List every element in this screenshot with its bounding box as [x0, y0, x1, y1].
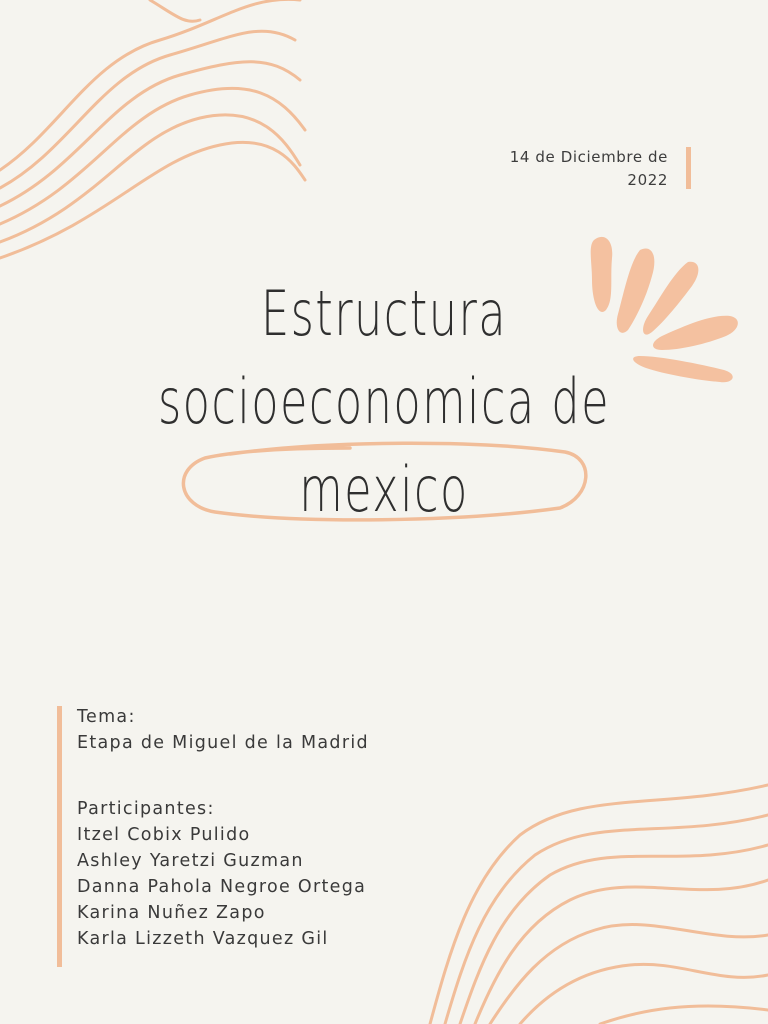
info-block: [77, 704, 497, 952]
tema-value: Etapa de Miguel de la Madrid: [77, 733, 369, 753]
participantes-label: Participantes:: [77, 799, 215, 819]
participant-name: Karla Lizzeth Vazquez Gil: [77, 929, 329, 949]
participant-name: Itzel Cobix Pulido: [77, 825, 251, 845]
date-accent-bar: [686, 147, 691, 189]
date-line-2: 2022: [627, 171, 668, 189]
info-accent-bar: [57, 706, 62, 967]
title-line-1: Estructura: [260, 277, 508, 350]
tema-label: Tema:: [77, 707, 136, 727]
date: [428, 146, 668, 192]
date-line-1: 14 de Diciembre de: [509, 148, 668, 166]
title-line-2: socioeconomica de: [157, 365, 611, 438]
participant-name: Ashley Yaretzi Guzman: [77, 851, 304, 871]
participant-name: Danna Pahola Negroe Ortega: [77, 877, 367, 897]
title-line-3: mexico: [299, 453, 469, 526]
page-title: [108, 270, 661, 534]
participant-name: Karina Nuñez Zapo: [77, 903, 266, 923]
